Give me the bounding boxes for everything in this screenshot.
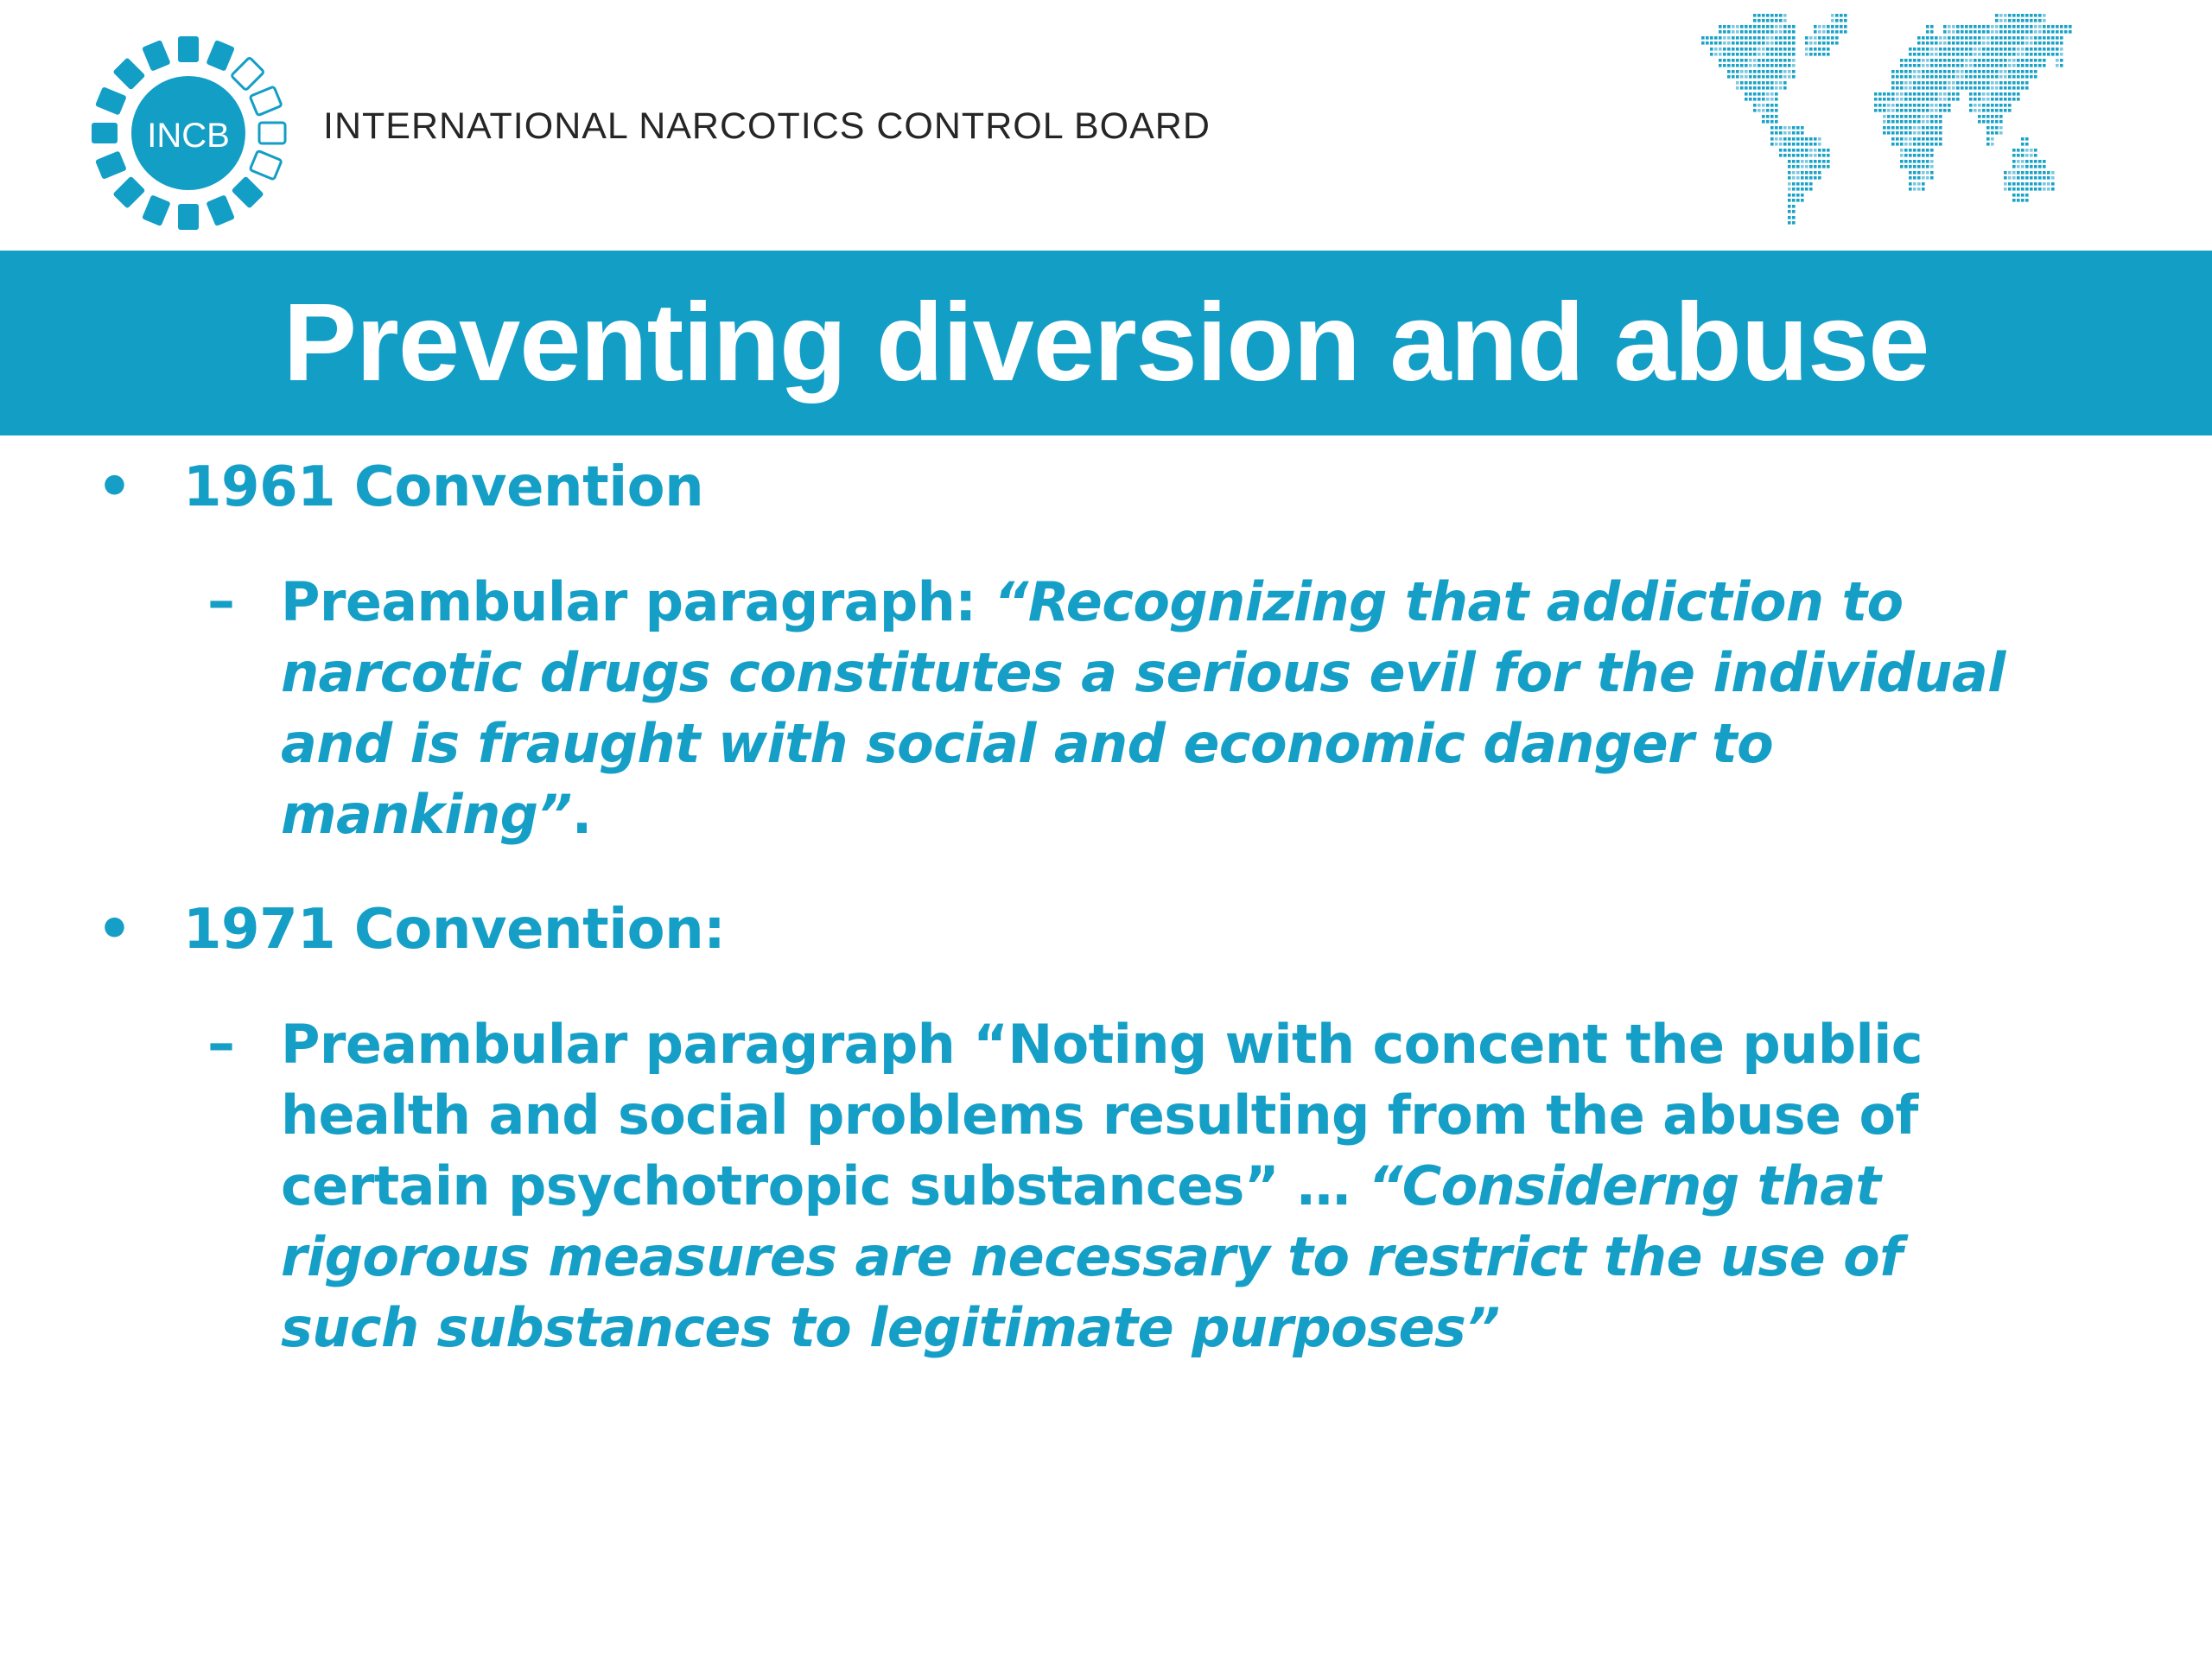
org-name: INTERNATIONAL NARCOTICS CONTROL BOARD: [323, 105, 1211, 147]
text-line: [281, 709, 2130, 779]
text-run: .: [571, 783, 592, 846]
text-run: health and social problems resulting from the abuse of: [281, 1084, 1918, 1147]
italic-run: manking”: [281, 783, 572, 846]
bullet-dot: •: [97, 455, 132, 519]
text-line: [281, 567, 2130, 638]
bullet-heading: 1961 Convention: [183, 455, 704, 519]
bullet-heading: 1971 Convention:: [183, 898, 726, 962]
italic-run: such substances to legitimate purposes”: [281, 1296, 1500, 1359]
sub-bullet-text: [281, 1009, 2130, 1363]
text-line: [281, 1080, 2130, 1151]
bullet-dot: •: [97, 898, 132, 962]
sub-bullet-text: [281, 567, 2130, 850]
italic-run: and is fraught with social and economic danger to: [281, 712, 1774, 775]
italic-run: narcotic drugs constitutes a serious evil for the individual: [281, 641, 2005, 704]
slide-title: Preventing diversion and abuse: [283, 281, 1929, 404]
text-run: Preambular paragraph “Noting with concent the public: [281, 1013, 1923, 1076]
text-line: [281, 1151, 2130, 1222]
text-line: [281, 638, 2130, 709]
text-line: [281, 1222, 2130, 1293]
italic-run: rigorous measures are necessary to restrict the use of: [281, 1225, 1903, 1288]
logo-text: INCB: [147, 117, 230, 155]
sub-bullet-dash: –: [207, 1012, 235, 1076]
text-run: certain psychotropic substances” …: [281, 1154, 1369, 1217]
text-run: Preambular paragraph:: [281, 570, 995, 633]
sub-bullet-dash: –: [207, 569, 235, 633]
italic-run: “Considerng that: [1368, 1154, 1881, 1217]
italic-run: “Recognizing that addiction to: [994, 570, 1904, 633]
text-line: [281, 779, 2130, 850]
text-line: [281, 1009, 2130, 1080]
text-line: [281, 1293, 2130, 1363]
